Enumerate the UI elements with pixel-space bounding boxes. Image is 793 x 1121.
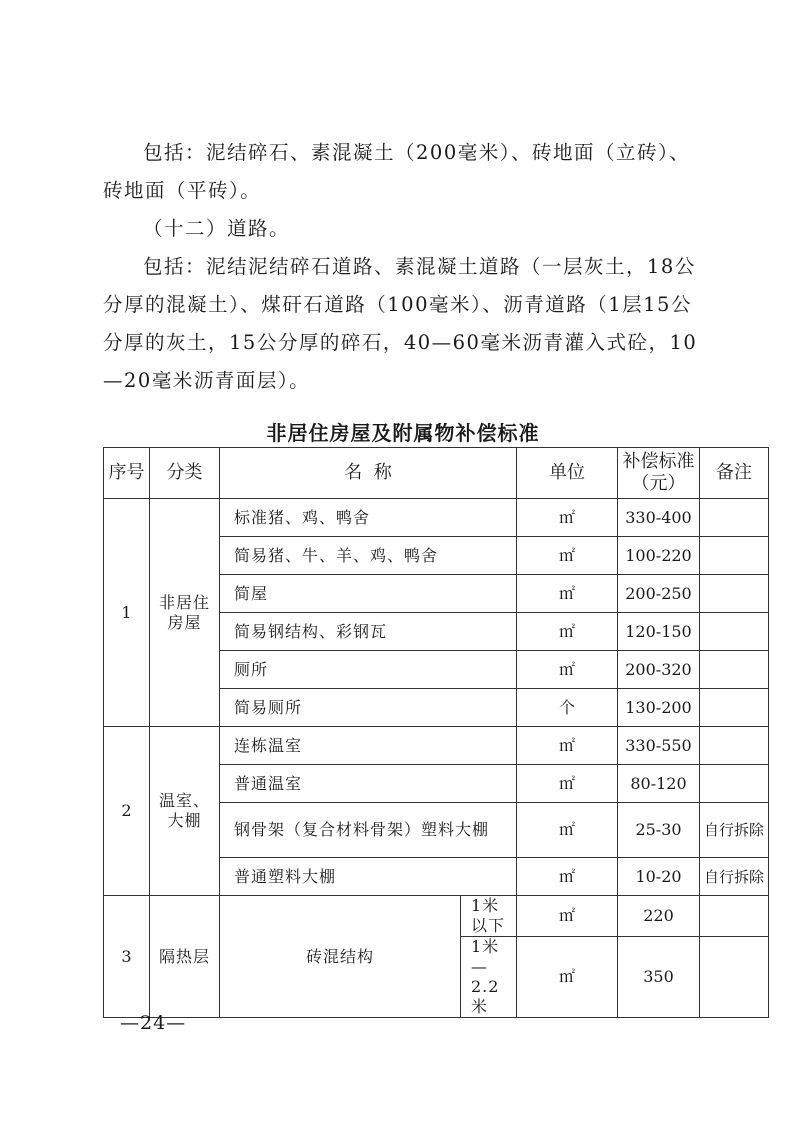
note-cell: [700, 727, 769, 765]
subcategory-cell: 砖混结构: [220, 896, 461, 1018]
unit-cell: ㎡: [517, 765, 618, 803]
category-cell: 隔热层: [150, 896, 220, 1018]
unit-cell: ㎡: [517, 896, 618, 937]
name-cell: 简屋: [220, 575, 517, 613]
price-cell: 10-20: [618, 858, 700, 896]
price-cell: 200-250: [618, 575, 700, 613]
name-cell: 普通塑料大棚: [220, 858, 517, 896]
compensation-table: [103, 447, 769, 1018]
note-cell: 自行拆除: [700, 858, 769, 896]
note-cell: [700, 499, 769, 537]
table-row: [104, 499, 769, 537]
table-header-row: [104, 448, 769, 499]
name-cell: 简易厕所: [220, 689, 517, 727]
name-cell: 1米—2.2米: [461, 937, 517, 1018]
note-cell: [700, 896, 769, 937]
header-category: 分类: [150, 448, 220, 499]
unit-cell: ㎡: [517, 537, 618, 575]
header-price: 补偿标准（元）: [618, 448, 700, 499]
name-cell: 钢骨架（复合材料骨架）塑料大棚: [220, 803, 517, 858]
name-cell: 1米以下: [461, 896, 517, 937]
note-cell: [700, 689, 769, 727]
header-name: 名 称: [220, 448, 517, 499]
header-seq: 序号: [104, 448, 150, 499]
unit-cell: ㎡: [517, 727, 618, 765]
unit-cell: ㎡: [517, 613, 618, 651]
table-row: [104, 896, 769, 937]
unit-cell: ㎡: [517, 651, 618, 689]
header-unit: 单位: [517, 448, 618, 499]
note-cell: [700, 537, 769, 575]
note-cell: [700, 575, 769, 613]
price-cell: 220: [618, 896, 700, 937]
unit-cell: ㎡: [517, 937, 618, 1018]
name-cell: 连栋温室: [220, 727, 517, 765]
name-cell: 简易钢结构、彩钢瓦: [220, 613, 517, 651]
note-cell: [700, 765, 769, 803]
seq-cell: 1: [104, 499, 150, 727]
unit-cell: ㎡: [517, 575, 618, 613]
unit-cell: ㎡: [517, 803, 618, 858]
page-number: —24—: [120, 1012, 187, 1034]
price-cell: 200-320: [618, 651, 700, 689]
table-title: 非居住房屋及附属物补偿标准: [266, 421, 540, 445]
paragraph-paving: 包括：泥结碎石、素混凝土（200毫米）、砖地面（立砖）、砖地面（平砖）。: [103, 141, 691, 202]
price-cell: 330-400: [618, 499, 700, 537]
price-cell: 100-220: [618, 537, 700, 575]
unit-cell: ㎡: [517, 499, 618, 537]
price-cell: 80-120: [618, 765, 700, 803]
unit-cell: 个: [517, 689, 618, 727]
seq-cell: 3: [104, 896, 150, 1018]
category-cell: 温室、大棚: [150, 727, 220, 896]
price-cell: 25-30: [618, 803, 700, 858]
name-cell: 标准猪、鸡、鸭舍: [220, 499, 517, 537]
price-cell: 130-200: [618, 689, 700, 727]
note-cell: 自行拆除: [700, 803, 769, 858]
seq-cell: 2: [104, 727, 150, 896]
unit-cell: ㎡: [517, 858, 618, 896]
price-cell: 120-150: [618, 613, 700, 651]
note-cell: [700, 613, 769, 651]
price-cell: 330-550: [618, 727, 700, 765]
name-cell: 厕所: [220, 651, 517, 689]
table-row: [104, 727, 769, 765]
name-cell: 普通温室: [220, 765, 517, 803]
price-cell: 350: [618, 937, 700, 1018]
name-cell: 简易猪、牛、羊、鸡、鸭舍: [220, 537, 517, 575]
header-note: 备注: [700, 448, 769, 499]
paragraph-roads: 包括：泥结泥结碎石道路、素混凝土道路（一层灰土，18公分厚的混凝土）、煤矸石道路（100毫米）、沥青道路（1层15公分厚的灰土，15公分厚的碎石，40—60毫米沥青灌入式砼，10—20毫米沥青面层）。: [103, 255, 698, 392]
section-heading-roads: （十二）道路。: [143, 217, 291, 240]
note-cell: [700, 937, 769, 1018]
note-cell: [700, 651, 769, 689]
category-cell: 非居住房屋: [150, 499, 220, 727]
